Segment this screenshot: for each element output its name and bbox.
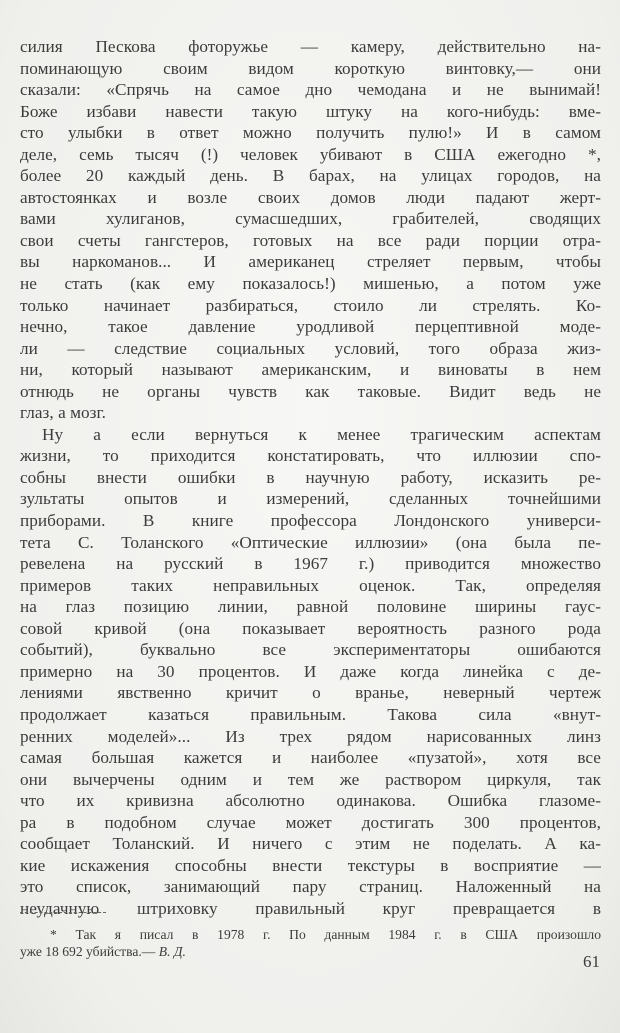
footnote-separator — [20, 912, 106, 913]
text-line: тета С. Толанского «Оптические иллюзии» (она была пе- — [20, 532, 601, 552]
text-line: отнюдь не органы чувств как таковые. Видит ведь не — [20, 381, 601, 401]
text-line: более 20 каждый день. В барах, на улицах городов, на — [20, 166, 601, 186]
text-line: ренних моделей»... Из трех рядом нарисованных линз — [20, 726, 601, 746]
text-line: продолжает казаться правильным. Такова сила «внут- — [20, 704, 601, 724]
text-line: Ну а если вернуться к менее трагическим аспектам — [42, 424, 601, 444]
footnote — [20, 926, 601, 960]
text-line: не стать (как ему показалось!) мишенью, а потом уже — [20, 274, 601, 294]
text-line: лениями явственно кричит о вранье, неверный чертеж — [20, 683, 601, 703]
footnote-signature: В. Д. — [158, 944, 186, 959]
text-line: свои счеты гангстеров, готовых на все ради порции отра- — [20, 230, 601, 250]
text-line: ни, который называют американским, и виноваты в нем — [20, 360, 601, 380]
page-number: 61 — [583, 952, 600, 971]
text-line: нечно, такое давление уродливой перцептивной моде- — [20, 317, 601, 337]
footnote-line-1: * Так я писал в 1978 г. По данным 1984 г. в США произошло — [50, 927, 601, 942]
text-line: вы наркоманов... И американец стреляет первым, чтобы — [20, 252, 601, 272]
text-line: приборами. В книге профессора Лондонского универси- — [20, 511, 601, 531]
text-line: собны внести ошибки в научную работу, исказить ре- — [20, 467, 601, 487]
body-text — [20, 36, 601, 919]
text-line: сказали: «Спрячь на самое дно чемодана и не вынимай! — [20, 80, 601, 100]
text-line: ревелена на русский в 1967 г.) приводится множество — [20, 554, 601, 574]
text-line: совой кривой (она показывает вероятность разного рода — [20, 618, 601, 638]
text-line: что их кривизна абсолютно одинакова. Ошибка глазоме- — [20, 791, 601, 811]
text-line: Боже избави навести такую штуку на кого-нибудь: вме- — [20, 101, 601, 121]
text-line: зультаты опытов и измерений, сделанных точнейшими — [20, 489, 601, 509]
text-line: автостоянках и возле своих домов люди падают жерт- — [20, 187, 601, 207]
text-line: самая большая кажется и наиболее «пузатой», хотя все — [20, 748, 601, 768]
text-line: жизни, то приходится констатировать, что иллюзии спо- — [20, 446, 601, 466]
text-line: примерно на 30 процентов. И даже когда линейка с де- — [20, 661, 601, 681]
text-line: примеров таких неправильных оценок. Так, определяя — [20, 575, 601, 595]
text-line: ра в подобном случае может достигать 300 процентов, — [20, 812, 601, 832]
text-line: они вычерчены одним и тем же раствором циркуля, так — [20, 769, 601, 789]
text-line: это список, занимающий пару страниц. Наложенный на — [20, 877, 601, 897]
footnote-line-2 — [20, 943, 601, 960]
text-line: поминающую своим видом короткую винтовку,— они — [20, 58, 601, 78]
text-line: событий), буквально все экспериментаторы ошибаются — [20, 640, 601, 660]
text-line: глаз, а мозг. — [20, 403, 107, 423]
text-line: ли — следствие социальных условий, того образа жиз- — [20, 338, 601, 358]
text-line: только начинает разбираться, стоило ли стрелять. Ко- — [20, 295, 601, 315]
text-line: сообщает Толанский. И ничего с этим не поделать. А ка- — [20, 834, 601, 854]
text-line: сто улыбки в ответ можно получить пулю!» И в самом — [20, 123, 601, 143]
text-line: вами хулиганов, сумасшедших, грабителей, сводящих — [20, 209, 601, 229]
text-line: на глаз позицию линии, равной половине ширины гаус- — [20, 597, 601, 617]
text-line: неудачную штриховку правильный круг превращается в — [20, 898, 601, 918]
text-line: деле, семь тысяч (!) человек убивают в США ежегодно *, — [20, 144, 601, 164]
text-line: силия Пескова фоторужье — камеру, действительно на- — [20, 37, 601, 56]
text-line: кие искажения способны внести текстуры в восприятие — — [20, 855, 601, 875]
footnote-text: уже 18 692 убийства.— — [20, 944, 156, 959]
